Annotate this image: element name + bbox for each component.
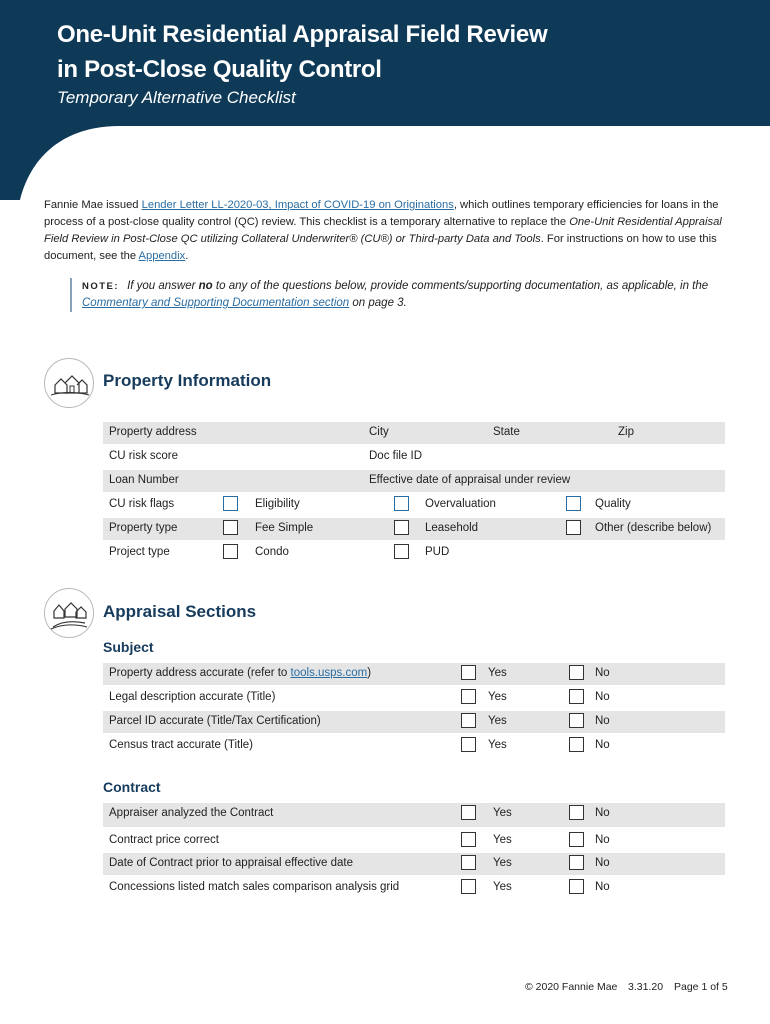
no-label: No	[595, 715, 610, 727]
yes-label: Yes	[488, 667, 507, 679]
no-checkbox[interactable]	[569, 805, 584, 820]
yes-label: Yes	[493, 834, 512, 846]
cu-risk-flags-row	[103, 494, 725, 516]
overvaluation-label: Overvaluation	[425, 498, 496, 510]
no-checkbox[interactable]	[569, 737, 584, 752]
pud-checkbox[interactable]	[394, 544, 409, 559]
cu-risk-score-label: CU risk score	[109, 450, 179, 462]
no-label: No	[595, 807, 610, 819]
project-type-row	[103, 542, 725, 564]
contract-item-label: Contract price correct	[109, 834, 219, 846]
contract-item-label: Appraiser analyzed the Contract	[109, 807, 274, 819]
title-line-2: in Post-Close Quality Control	[57, 56, 382, 83]
appraisal-sections-heading: Appraisal Sections	[103, 602, 257, 621]
eligibility-checkbox[interactable]	[223, 496, 238, 511]
no-label: No	[595, 857, 610, 869]
header-banner	[0, 0, 770, 200]
commentary-section-link[interactable]: Commentary and Supporting Documentation section	[82, 297, 350, 309]
title-line-1: One-Unit Residential Appraisal Field Review	[57, 21, 548, 48]
no-label: No	[595, 881, 610, 893]
yes-label: Yes	[488, 715, 507, 727]
yes-label: Yes	[493, 857, 512, 869]
yes-label: Yes	[488, 739, 507, 751]
subject-row	[103, 735, 725, 757]
state-label: State	[493, 426, 520, 438]
no-label: No	[595, 691, 610, 703]
contract-item-label: Concessions listed match sales comparison analysis grid	[109, 881, 400, 893]
footer-page-number: Page 1 of 5	[674, 981, 728, 993]
leasehold-label: Leasehold	[425, 522, 479, 534]
contract-item-label: Date of Contract prior to appraisal effective date	[109, 857, 353, 869]
houses-icon	[44, 358, 94, 408]
contract-row	[103, 877, 725, 899]
neighborhood-icon	[44, 588, 94, 638]
property-type-row	[103, 518, 725, 540]
contract-row	[103, 830, 725, 852]
yes-checkbox[interactable]	[461, 855, 476, 870]
yes-label: Yes	[493, 807, 512, 819]
contract-heading: Contract	[103, 779, 161, 795]
yes-label: Yes	[493, 881, 512, 893]
yes-checkbox[interactable]	[461, 665, 476, 680]
contract-row	[103, 803, 725, 827]
loan-number-label: Loan Number	[109, 474, 179, 486]
cu-score-row	[103, 446, 725, 468]
subject-item-label: Legal description accurate (Title)	[109, 691, 276, 703]
yes-checkbox[interactable]	[461, 879, 476, 894]
usps-tools-link[interactable]: tools.usps.com	[290, 667, 368, 679]
yes-checkbox[interactable]	[461, 832, 476, 847]
subject-item-label: Property address accurate (refer to tools.usps.com)	[109, 667, 372, 679]
no-checkbox[interactable]	[569, 689, 584, 704]
no-checkbox[interactable]	[569, 855, 584, 870]
page-title	[57, 17, 547, 87]
eligibility-label: Eligibility	[255, 498, 300, 510]
other-checkbox[interactable]	[566, 520, 581, 535]
property-type-label: Property type	[109, 522, 178, 534]
property-address-label: Property address	[109, 426, 197, 438]
subject-heading: Subject	[103, 639, 154, 655]
city-label: City	[369, 426, 389, 438]
effective-date-label: Effective date of appraisal under review	[369, 474, 571, 486]
intro-paragraph: Fannie Mae issued Lender Letter LL-2020-03, Impact of COVID-19 on Originations, which outlines temporary efficiencies for loans in the process of a post-close quality control (QC) review. This checklist is a temporary alternative to replace the One-Unit Residential Appraisal Field Review in Post-Close QC utilizing Collateral Underwriter® (CU®) or Third-party Data and Tools. For instructions on how to use this document, see the Appendix.	[44, 199, 722, 262]
pud-label: PUD	[425, 546, 450, 558]
no-label: No	[595, 834, 610, 846]
yes-checkbox[interactable]	[461, 805, 476, 820]
note-label: NOTE:	[82, 281, 120, 292]
footer-date: 3.31.20	[628, 981, 664, 993]
no-label: No	[595, 739, 610, 751]
zip-label: Zip	[618, 426, 634, 438]
no-checkbox[interactable]	[569, 713, 584, 728]
yes-checkbox[interactable]	[461, 689, 476, 704]
loan-number-row	[103, 470, 725, 492]
appendix-link[interactable]: Appendix	[138, 250, 186, 262]
property-information-heading: Property Information	[103, 371, 272, 390]
yes-checkbox[interactable]	[461, 713, 476, 728]
subject-item-label: Parcel ID accurate (Title/Tax Certification)	[109, 715, 321, 727]
lender-letter-link[interactable]: Lender Letter LL-2020-03, Impact of COVID-19 on Originations	[141, 199, 454, 211]
condo-checkbox[interactable]	[223, 544, 238, 559]
footer-copyright: © 2020 Fannie Mae	[525, 981, 618, 993]
other-label: Other (describe below)	[595, 522, 712, 534]
no-checkbox[interactable]	[569, 665, 584, 680]
subject-row	[103, 687, 725, 709]
no-label: No	[595, 667, 610, 679]
cu-risk-flags-label: CU risk flags	[109, 498, 175, 510]
project-type-label: Project type	[109, 546, 170, 558]
no-checkbox[interactable]	[569, 832, 584, 847]
leasehold-checkbox[interactable]	[394, 520, 409, 535]
quality-label: Quality	[595, 498, 631, 510]
doc-file-id-label: Doc file ID	[369, 450, 423, 462]
fee-simple-label: Fee Simple	[255, 522, 314, 534]
subject-row	[103, 663, 725, 685]
subject-row	[103, 711, 725, 733]
quality-checkbox[interactable]	[566, 496, 581, 511]
yes-label: Yes	[488, 691, 507, 703]
page-subtitle: Temporary Alternative Checklist	[57, 88, 296, 107]
overvaluation-checkbox[interactable]	[394, 496, 409, 511]
subject-item-label: Census tract accurate (Title)	[109, 739, 254, 751]
note-callout: NOTE: If you answer no to any of the questions below, provide comments/supporting documentation, as applicable, in the Commentary and Supporting Documentation section on page 3.	[70, 278, 742, 312]
contract-row	[103, 853, 725, 875]
yes-checkbox[interactable]	[461, 737, 476, 752]
no-checkbox[interactable]	[569, 879, 584, 894]
condo-label: Condo	[255, 546, 289, 558]
fee-simple-checkbox[interactable]	[223, 520, 238, 535]
property-address-row	[103, 422, 725, 444]
